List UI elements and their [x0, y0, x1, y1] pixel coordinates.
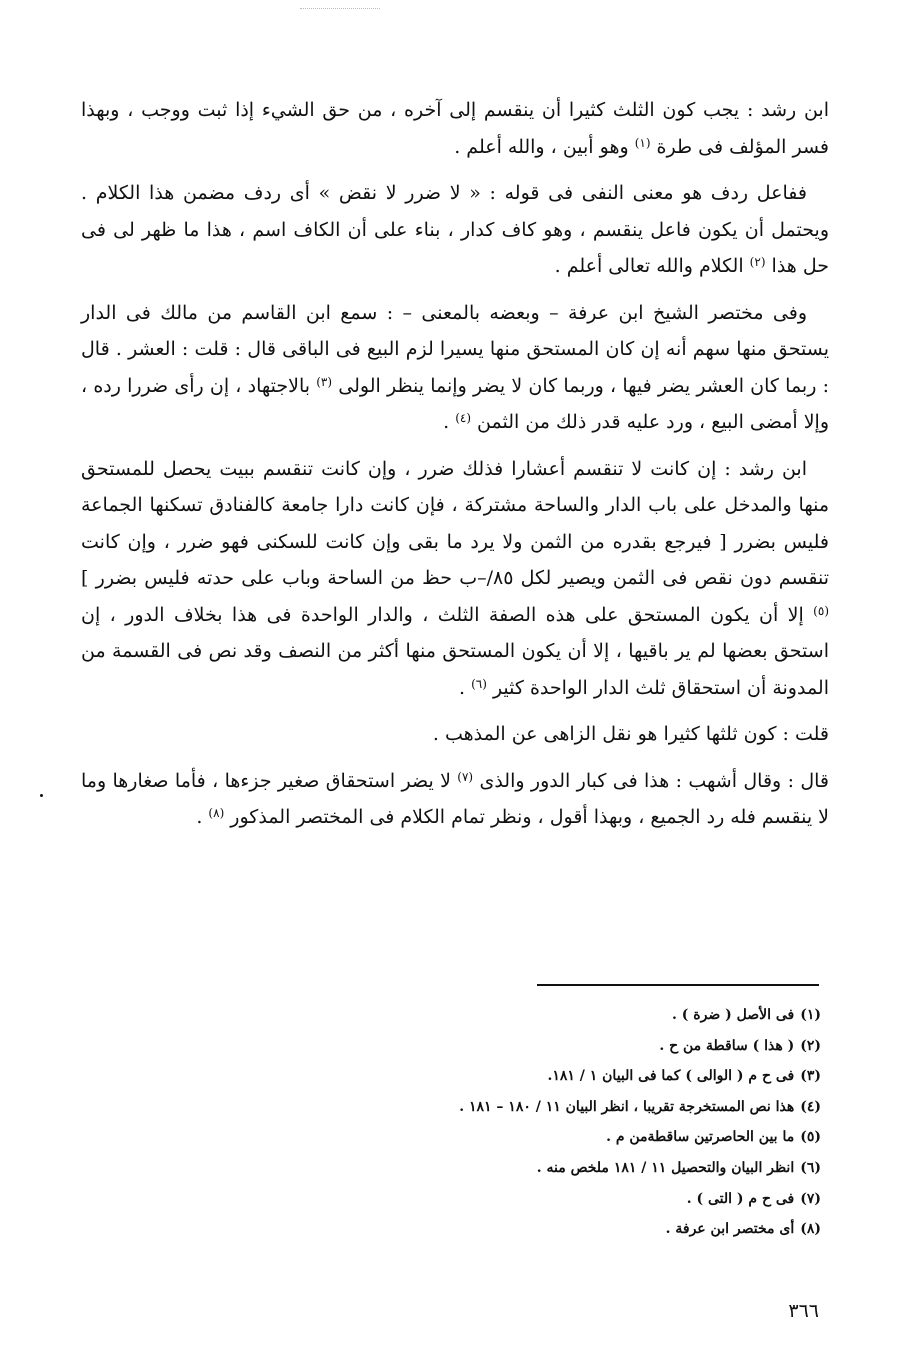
- paragraph-text: لا يضر استحقاق صغير جزءها ، فأما صغارها وما لا ينقسم فله رد الجميع ، وبهذا أقول ، ونظر تمام الكلام فى المختصر المذكور: [81, 769, 829, 828]
- footnote-reference: (٨): [208, 806, 225, 820]
- footnote-text: أى مختصر ابن عرفة .: [665, 1221, 795, 1238]
- footnote-number: (٧): [800, 1190, 821, 1207]
- scan-speck: [40, 794, 43, 797]
- paragraph-text: قال : وقال أشهب : هذا فى كبار الدور والذى: [473, 769, 829, 792]
- footnote-text: فى الأصل ( ضرة ) .: [672, 1007, 795, 1023]
- footnote-number: (٦): [800, 1159, 821, 1176]
- footnote-item: [121, 1214, 821, 1245]
- footnote-number: (٥): [800, 1129, 821, 1146]
- paragraph-text: الكلام والله تعالى أعلم .: [554, 255, 750, 277]
- page-number: ٣٦٦: [788, 1300, 819, 1322]
- footnote-item: [121, 1184, 821, 1215]
- paragraph-text: ابن رشد : إن كانت لا تنقسم أعشارا فذلك ضرر ، وإن كانت تنقسم ببيت يحصل للمستحق منها والمدخل على باب الدار والساحة مشتركة ، فإن كانت دارا جامعة كالفنادق تسكنها الجماعة فليس بضرر [ فيرجع بقدره من الثمن ولا يرد ما بقى وإن كانت للسكنى فهو ضرر ، وإن كانت تنقسم دون نقص فى الثمن ويصير لكل ٨٥/–ب حظ من الساحة وباب على حدته فليس بضرر ]: [81, 457, 830, 589]
- footnote-text: فى ح م ( الوالى ) كما فى البيان ١ / ١٨١.: [547, 1068, 795, 1085]
- footnote-reference: (١): [634, 135, 651, 150]
- paragraph: [81, 175, 829, 285]
- paragraph: [81, 763, 829, 836]
- paragraph-text: ابن رشد : يجب كون الثلث كثيرا أن ينقسم إلى آخره ، من حق الشيء إذا ثبت ووجب ، وبهذا فسر المؤلف فى طرة: [81, 99, 829, 158]
- footnote-reference: (٧): [457, 769, 474, 784]
- footnote-reference: (٣): [316, 374, 333, 389]
- paragraph-text: .: [443, 411, 456, 433]
- paragraph: [81, 295, 829, 441]
- paragraph-text: .: [458, 676, 472, 699]
- footnote-reference: (٢): [749, 255, 766, 269]
- paragraph-text: قلت : كون ثلثها كثيرا هو نقل الزاهى عن المذهب .: [432, 723, 829, 745]
- paragraph-text: إلا أن يكون المستحق على هذه الصفة الثلث ، والدار الواحدة فى هذا بخلاف الدور ، إن استحق بعضها لم ير باقيها ، إلا أن يكون المستحق منها أكثر من النصف وقد نص فى القسمة من المدونة أن استحقاق ثلث الدار الواحدة كثير: [81, 603, 829, 699]
- scan-mark: [300, 8, 380, 11]
- footnote-number: (٢): [800, 1037, 821, 1054]
- footnote-text: فى ح م ( التى ) .: [686, 1190, 795, 1207]
- paragraph-text: وهو أبين ، والله أعلم .: [454, 135, 635, 158]
- paragraph-text: ففاعل ردف هو معنى النفى فى قوله : « لا ضرر لا نقض » أى ردف مضمن هذا الكلام . ويحتمل أن يكون فاعل ينقسم ، وهو كاف كدار ، بناء على أن الكاف اسم ، هذا ما ظهر لى فى حل هذا: [81, 182, 829, 277]
- footnote-item: [121, 1122, 821, 1153]
- footnote-separator: [537, 984, 819, 986]
- footnote-reference: (٦): [471, 676, 487, 691]
- paragraph-text: بالاجتهاد ، إن رأى ضررا رده ، وإلا أمضى البيع ، ورد عليه قدر ذلك من الثمن: [81, 374, 829, 433]
- paragraph-text: .: [196, 806, 209, 828]
- paragraph-text: وفى مختصر الشيخ ابن عرفة – وبعضه بالمعنى – : سمع ابن القاسم من مالك فى الدار يستحق منها سهم أنه إن كان المستحق منها يسيرا لزم البيع فى الباقى قال : قلت : العشر . قال : ربما كان العشر يضر فيها ، وربما كان لا يضر وإنما ينظر الولى: [81, 301, 829, 397]
- footnote-item: [121, 1092, 821, 1123]
- footnote-item: [121, 1061, 821, 1092]
- footnote-item: [121, 1000, 821, 1031]
- footnote-number: (٤): [800, 1098, 821, 1115]
- footnote-reference: (٥): [813, 603, 829, 618]
- paragraph: [81, 451, 829, 707]
- footnote-number: (٨): [800, 1221, 821, 1238]
- footnote-reference: (٤): [455, 411, 472, 425]
- footnote-item: [121, 1153, 821, 1184]
- footnote-text: هذا نص المستخرجة تقريبا ، انظر البيان ١١ / ١٨٠ – ١٨١ .: [459, 1098, 795, 1115]
- paragraph: [81, 92, 829, 165]
- main-text-body: [81, 92, 829, 846]
- footnote-item: [121, 1031, 821, 1062]
- footnote-text: ما بين الحاصرتين ساقطةمن م .: [606, 1129, 795, 1146]
- footnote-number: (١): [800, 1007, 821, 1023]
- footnote-number: (٣): [800, 1068, 821, 1085]
- footnote-text: ( هذا ) ساقطة من ح .: [659, 1037, 795, 1054]
- footnote-text: انظر البيان والتحصيل ١١ / ١٨١ ملخص منه .: [536, 1159, 795, 1176]
- paragraph: [81, 716, 829, 753]
- footnotes-list: [121, 1000, 821, 1245]
